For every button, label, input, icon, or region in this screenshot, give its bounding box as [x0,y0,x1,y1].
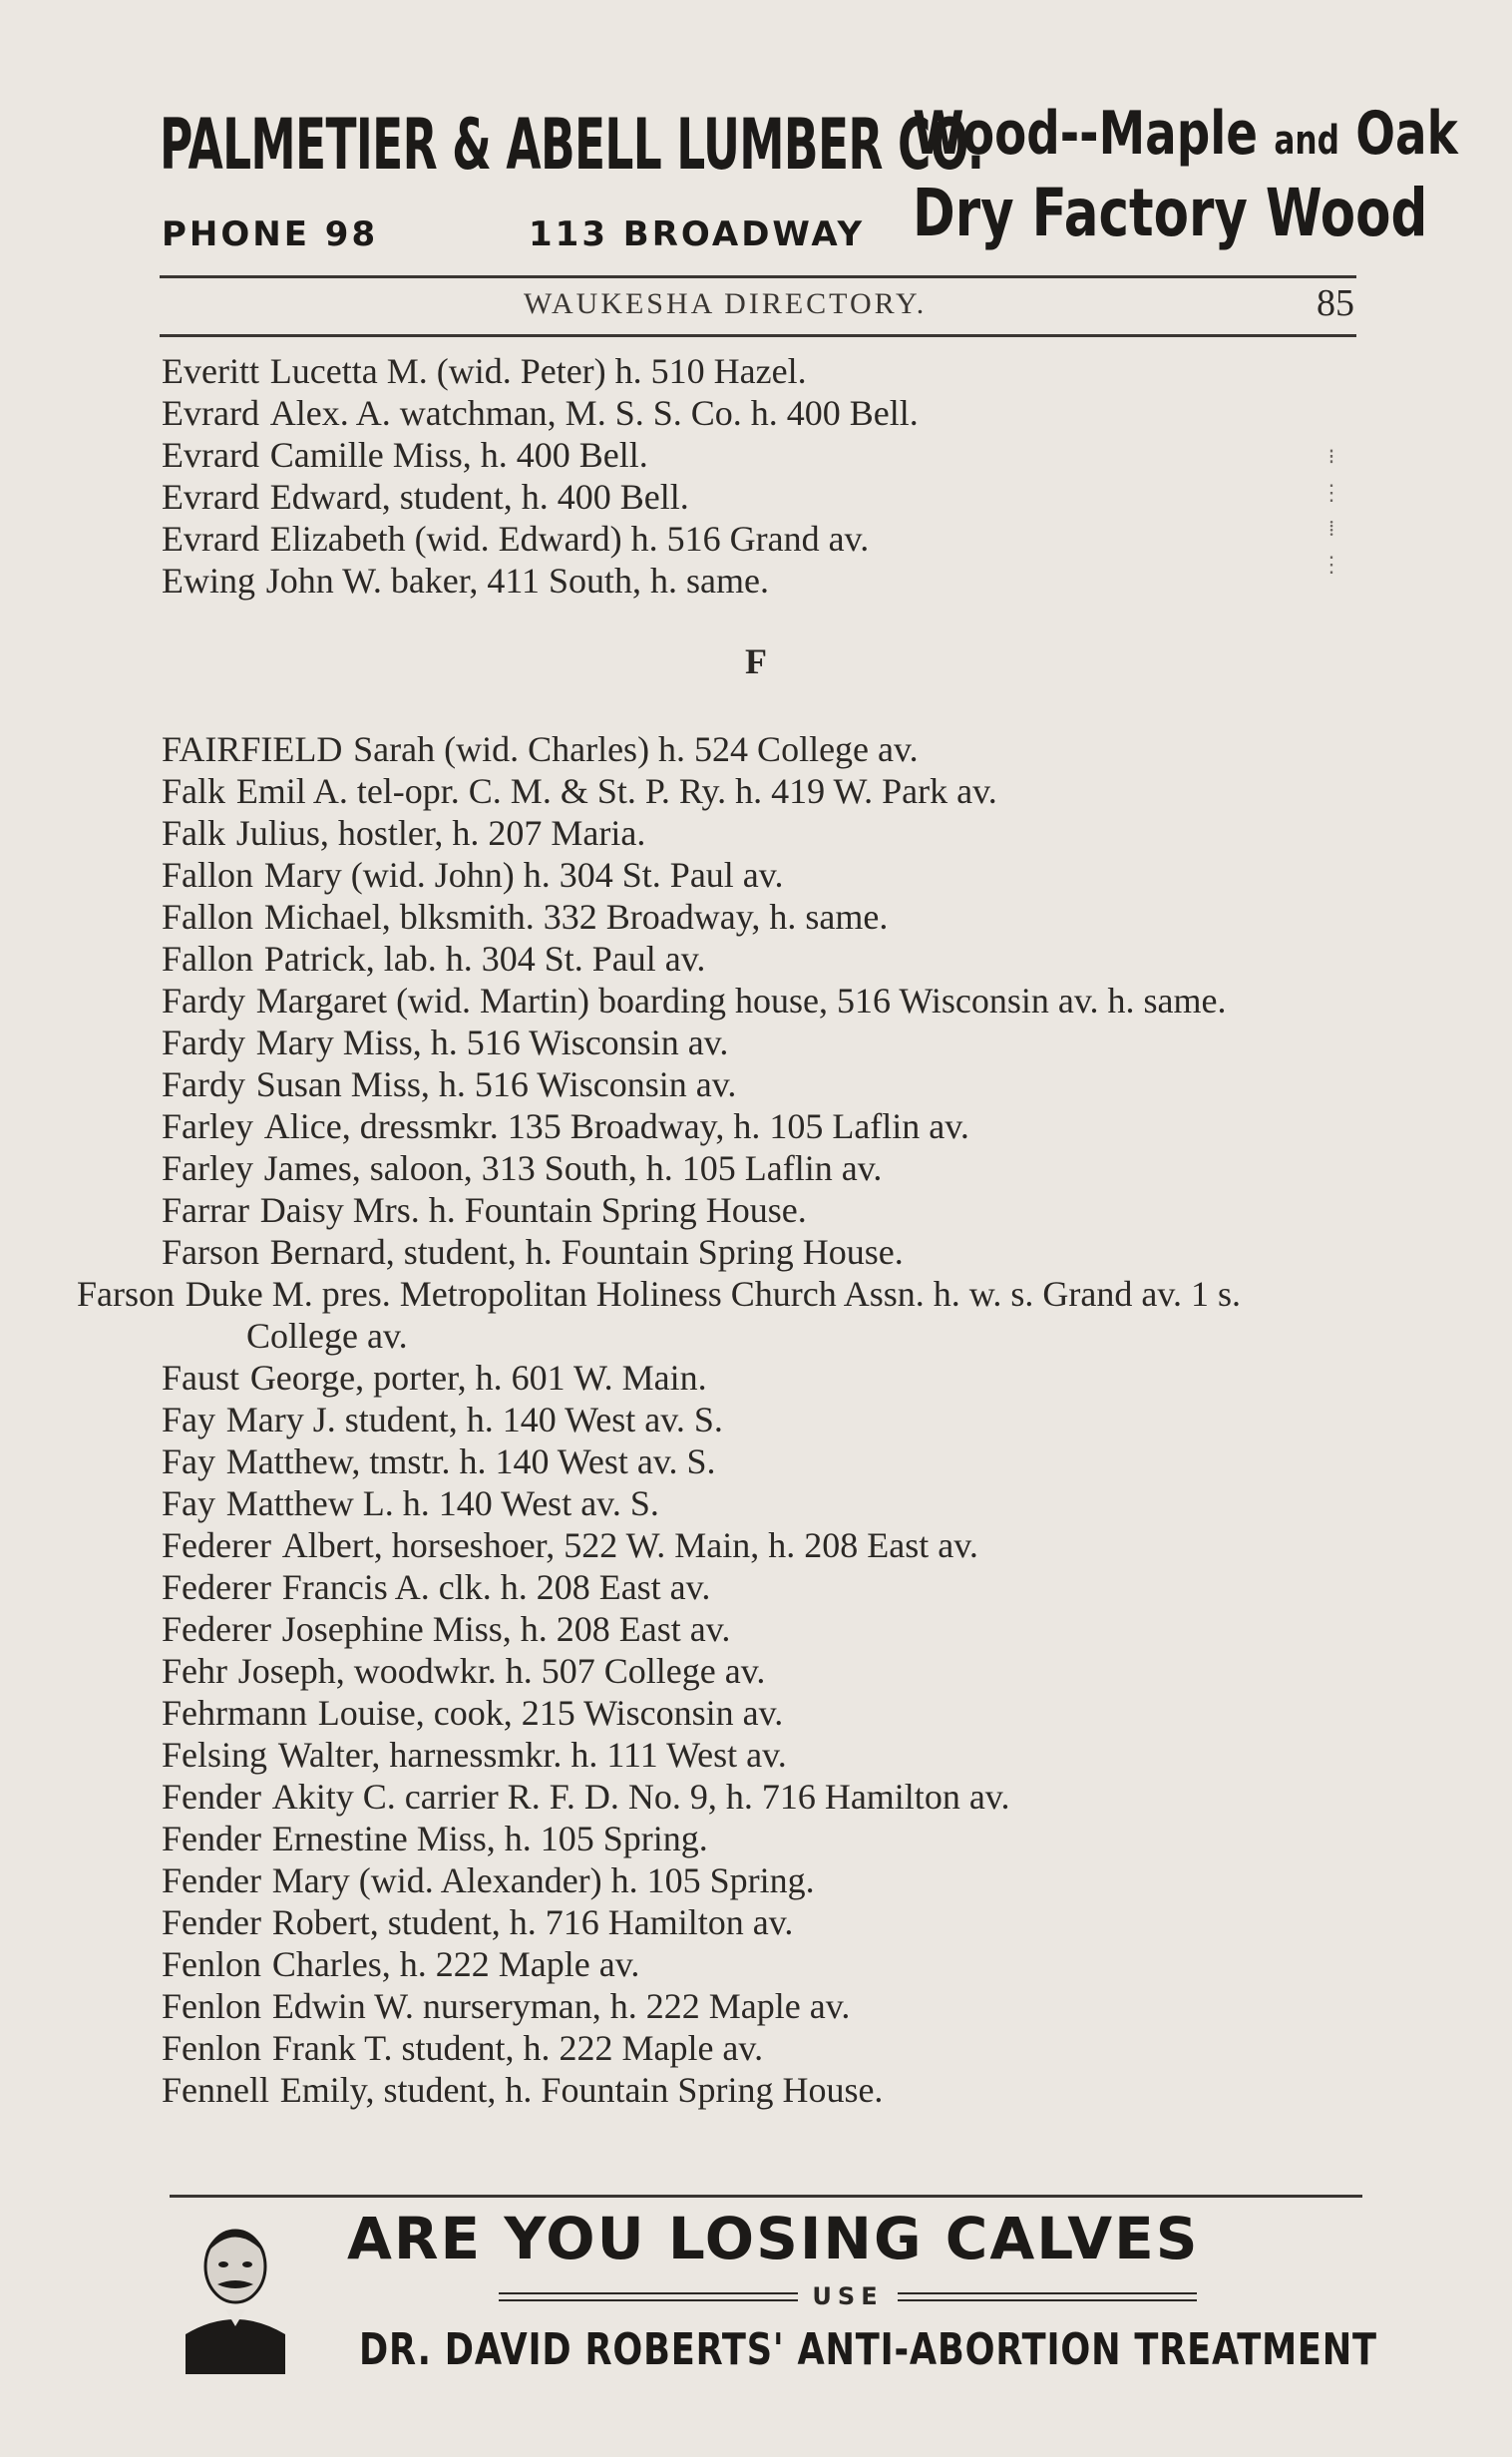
ad-use: USE [812,2282,884,2310]
entry-details: Albert, horseshoer, 522 W. Main, h. 208 East av. [281,1525,978,1565]
entry-surname: Fallon [162,939,254,979]
entry-details: Edward, student, h. 400 Bell. [269,477,689,517]
entry-surname: Fay [162,1400,215,1439]
entry-details: Mary J. student, h. 140 West av. S. [225,1400,723,1439]
entry-surname: Fender [162,1777,261,1817]
entry-surname: Fay [162,1441,215,1481]
ad-address: 113 BROADWAY [529,214,866,254]
directory-entry [162,1524,1358,1566]
directory-entry [162,476,1358,518]
directory-entries-e [162,350,1358,602]
entry-surname: Farson [162,1232,259,1272]
entry-surname: Fender [162,1902,261,1942]
entry-surname: Evrard [162,435,259,475]
ad-wood-line-2: Dry Factory Wood [913,175,1428,251]
directory-entry [162,1231,1358,1273]
ad-company-name: PALMETIER & ABELL LUMBER CO. [160,104,984,186]
entry-details: Julius, hostler, h. 207 Maria. [235,813,646,853]
entry-details: Emily, student, h. Fountain Spring House. [279,2070,884,2110]
entry-surname: Fenlon [162,2028,262,2068]
entry-details: Charles, h. 222 Maple av. [271,1944,640,1984]
directory-entry [77,1273,1358,1357]
entry-details: George, porter, h. 601 W. Main. [249,1358,707,1398]
directory-entry [162,938,1358,980]
entry-details: Louise, cook, 215 Wisconsin av. [317,1693,784,1733]
directory-entry [162,1985,1358,2027]
ad-headline: ARE YOU LOSING CALVES [347,2205,1200,2272]
entry-details: Margaret (wid. Martin) boarding house, 516 Wisconsin av. h. same. [255,981,1227,1021]
entry-details: Matthew L. h. 140 West av. S. [225,1483,659,1523]
entry-surname: Ewing [162,561,255,601]
directory-entry [162,518,1358,560]
directory-entry [162,1399,1358,1440]
entry-details: Emil A. tel-opr. C. M. & St. P. Ry. h. 419 W. Park av. [235,771,997,811]
entry-details: Elizabeth (wid. Edward) h. 516 Grand av. [269,519,870,559]
entry-surname: Fay [162,1483,215,1523]
directory-entry [162,392,1358,434]
entry-details: Edwin W. nurseryman, h. 222 Maple av. [271,1986,851,2026]
entry-surname: Federer [162,1525,271,1565]
directory-entries-f [77,728,1358,2111]
directory-entry [162,728,1358,770]
directory-entry [162,1943,1358,1985]
entry-details: Sarah (wid. Charles) h. 524 College av. [353,729,919,769]
entry-details: Duke M. pres. Metropolitan Holiness Church Assn. h. w. s. Grand av. 1 s. College av. [185,1274,1242,1356]
directory-entry [162,1901,1358,1943]
entry-details: Alex. A. watchman, M. S. S. Co. h. 400 Bell. [269,393,919,433]
directory-entry [162,770,1358,812]
entry-surname: Fallon [162,897,254,937]
entry-details: Lucetta M. (wid. Peter) h. 510 Hazel. [269,351,807,391]
directory-entry [162,812,1358,854]
directory-entry [162,1440,1358,1482]
entry-surname: Fennell [162,2070,269,2110]
entry-details: John W. baker, 411 South, h. same. [265,561,769,601]
entry-surname: FAIRFIELD [162,729,343,769]
entry-surname: Fender [162,1860,261,1900]
entry-details: Walter, harnessmkr. h. 111 West av. [277,1735,787,1775]
entry-surname: Federer [162,1609,271,1649]
entry-surname: Fehrmann [162,1693,307,1733]
top-advertisement [160,95,1458,264]
page-number: 85 [1317,282,1354,324]
entry-details: Frank T. student, h. 222 Maple av. [271,2028,764,2068]
directory-entry [162,1147,1358,1189]
bottom-advertisement [170,2205,1377,2384]
entry-surname: Farrar [162,1190,249,1230]
directory-entry [162,1189,1358,1231]
entry-surname: Fardy [162,981,245,1021]
portrait-engraving [176,2215,295,2374]
directory-entry [162,350,1358,392]
directory-entry [162,1818,1358,1859]
ad-treatment: DR. DAVID ROBERTS' ANTI-ABORTION TREATMENT [359,2324,1377,2375]
entry-details: Josephine Miss, h. 208 East av. [281,1609,731,1649]
entry-details: Alice, dressmkr. 135 Broadway, h. 105 Laflin av. [263,1106,969,1146]
directory-entry [162,1357,1358,1399]
entry-details: Ernestine Miss, h. 105 Spring. [271,1819,708,1858]
directory-entry [162,854,1358,896]
entry-surname: Evrard [162,519,259,559]
ad-wood-and: and [1274,118,1339,164]
entry-details: Joseph, woodwkr. h. 507 College av. [237,1651,766,1691]
directory-entry [162,1692,1358,1734]
entry-surname: Everitt [162,351,259,391]
directory-entry [162,1063,1358,1105]
directory-entry [162,1022,1358,1063]
ad-wood-line-1 [913,99,1458,169]
entry-surname: Evrard [162,477,259,517]
directory-entry [162,1776,1358,1818]
entry-details: Mary Miss, h. 516 Wisconsin av. [255,1023,729,1062]
entry-surname: Farson [77,1274,175,1314]
entry-details: Matthew, tmstr. h. 140 West av. S. [225,1441,716,1481]
entry-details: Michael, blksmith. 332 Broadway, h. same. [263,897,889,937]
directory-entry [162,980,1358,1022]
ad-wood-oak: Oak [1355,99,1458,169]
directory-entry [162,1566,1358,1608]
entry-surname: Faust [162,1358,240,1398]
directory-entry [162,2027,1358,2069]
entry-details: Patrick, lab. h. 304 St. Paul av. [263,939,706,979]
section-letter-heading: F [745,641,767,681]
entry-surname: Falk [162,813,226,853]
header-rule-bottom [160,334,1356,337]
entry-surname: Fenlon [162,1944,262,1984]
directory-entry [162,2069,1358,2111]
entry-details: Robert, student, h. 716 Hamilton av. [271,1902,794,1942]
directory-entry [162,1650,1358,1692]
directory-entry [162,1734,1358,1776]
entry-details: Akity C. carrier R. F. D. No. 9, h. 716 Hamilton av. [271,1777,1010,1817]
entry-details: Mary (wid. Alexander) h. 105 Spring. [271,1860,815,1900]
double-rule-right [898,2292,1197,2301]
entry-surname: Fardy [162,1023,245,1062]
entry-details: Daisy Mrs. h. Fountain Spring House. [259,1190,807,1230]
margin-marks: ⁝ ⋮ ⁞ ⋮ [1321,444,1342,577]
directory-entry [162,1608,1358,1650]
entry-surname: Fallon [162,855,254,895]
entry-details: Bernard, student, h. Fountain Spring House. [269,1232,904,1272]
double-rule-left [499,2292,798,2301]
entry-surname: Falk [162,771,226,811]
entry-surname: Fardy [162,1064,245,1104]
entry-details: Mary (wid. John) h. 304 St. Paul av. [263,855,784,895]
header-rule-top [160,275,1356,278]
footer-rule [170,2195,1362,2198]
entry-details: James, saloon, 313 South, h. 105 Laflin av. [263,1148,883,1188]
entry-details: Susan Miss, h. 516 Wisconsin av. [255,1064,737,1104]
directory-entry [162,434,1358,476]
entry-surname: Farley [162,1148,253,1188]
ad-use-line [499,2276,1197,2316]
entry-surname: Evrard [162,393,259,433]
entry-details: Francis A. clk. h. 208 East av. [281,1567,711,1607]
directory-entry [162,560,1358,602]
entry-details: Camille Miss, h. 400 Bell. [269,435,648,475]
directory-entry [162,1105,1358,1147]
entry-surname: Fehr [162,1651,227,1691]
directory-entry [162,896,1358,938]
entry-surname: Farley [162,1106,253,1146]
entry-surname: Felsing [162,1735,268,1775]
entry-surname: Fender [162,1819,261,1858]
entry-surname: Fenlon [162,1986,262,2026]
directory-entry [162,1482,1358,1524]
entry-surname: Federer [162,1567,271,1607]
ad-phone: PHONE 98 [162,214,379,254]
ad-wood-maple: Wood--Maple [913,99,1259,169]
running-head: WAUKESHA DIRECTORY. [524,287,928,320]
directory-entry [162,1859,1358,1901]
